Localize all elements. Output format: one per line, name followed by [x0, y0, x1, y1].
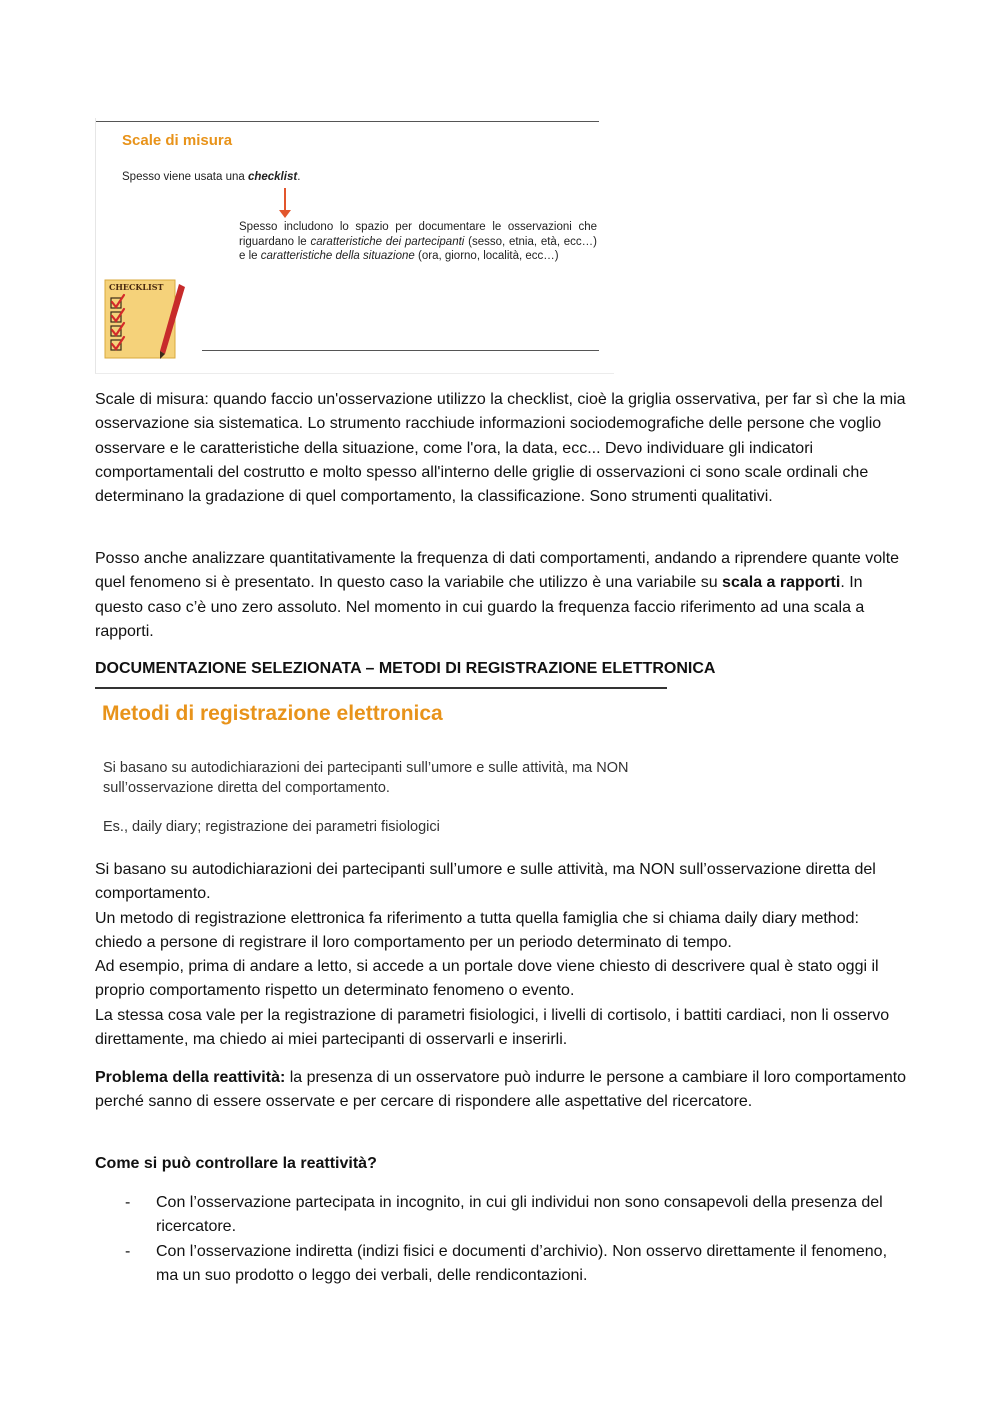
- slide-top-rule: [95, 687, 667, 689]
- paragraph-reattivita: [95, 1066, 907, 1115]
- slide-description: [239, 220, 597, 264]
- para-line: La stessa cosa vale per la registrazione di parametri fisiologici, i livelli di cortisolo, i battiti cardiaci, non li osservo direttamente, ma chiedo ai miei partecipanti di osservarli e inserirli.: [95, 1006, 890, 1049]
- dash-bullet: -: [125, 1242, 131, 1260]
- slide-lead: [122, 171, 300, 183]
- section-heading: DOCUMENTAZIONE SELEZIONATA – METODI DI REGISTRAZIONE ELETTRONICA: [95, 660, 716, 677]
- para-text: Posso anche analizzare quantitativamente la frequenza di dati comportamenti, andando a riprendere quante volte quel fenomeno si è presentato. In questo caso la variabile che utilizzo è una variabile su: [95, 550, 900, 592]
- arrowhead-icon: [279, 210, 291, 218]
- arrow-down-icon: [284, 188, 286, 212]
- list-item-text: Con l’osservazione indiretta (indizi fisici e documenti d’archivio). Non osservo direttamente il fenomeno, ma un suo prodotto o leggo dei verbali, delle rendicontazioni.: [156, 1242, 888, 1284]
- desc-italic: caratteristiche della situazione: [260, 250, 415, 262]
- lead-bold: checklist: [247, 171, 298, 183]
- desc-text: (sesso, etnia, età, ecc…) e le: [239, 235, 597, 262]
- para-bold: Problema della reattività:: [95, 1069, 286, 1086]
- paragraph-registrazione-elettronica: [95, 858, 907, 1052]
- question-heading: Come si può controllare la reattività?: [95, 1155, 377, 1172]
- para-line: Un metodo di registrazione elettronica fa riferimento a tutta quella famiglia che si chiama daily diary method: chiedo a persone di registrare il loro comportamento per un periodo determinato di tempo.: [95, 909, 859, 951]
- slide-example: Es., daily diary; registrazione dei parametri fisiologici: [103, 819, 440, 835]
- paragraph-scala-rapporti: [95, 547, 907, 644]
- slide-title: Scale di misura: [122, 132, 233, 149]
- para-line: Ad esempio, prima di andare a letto, si accede a un portale dove viene chiesto di descrivere qual è stato oggi il proprio comportamento rispetto un determinato fenomeno o evento.: [95, 958, 879, 1000]
- slide-text: Si basano su autodichiarazioni dei partecipanti sull’umore e sulle attività, ma NON sull’osservazione diretta del comportamento.: [103, 760, 629, 796]
- checklist-clipboard-icon: [103, 278, 187, 360]
- slide-scale-di-misura: [95, 118, 614, 374]
- slide-title: Metodi di registrazione elettronica: [102, 702, 443, 725]
- control-methods-list: [95, 1191, 907, 1288]
- slide-metodi-registrazione: [95, 686, 670, 844]
- list-item-text: Con l’osservazione partecipata in incognito, in cui gli individui non sono consapevoli della presenza del ricercatore.: [156, 1194, 883, 1236]
- para-line: Si basano su autodichiarazioni dei partecipanti sull’umore e sulle attività, ma NON sull’osservazione diretta del comportamento.: [95, 861, 876, 903]
- para-text: la presenza di un osservatore può indurre le persone a cambiare il loro comportamento perché sanno di essere osservate e per cercare di rispondere alle aspettative del ricercatore.: [95, 1069, 907, 1111]
- desc-text: (ora, giorno, località, ecc…): [414, 250, 559, 262]
- dash-bullet: -: [125, 1194, 131, 1211]
- slide-bottom-rule: [202, 350, 599, 351]
- lead-suffix: .: [297, 171, 301, 183]
- paragraph-scale-di-misura: Scale di misura: quando faccio un'osservazione utilizzo la checklist, cioè la griglia osservativa, per far sì che la mia osservazione sia sistematica. Lo strumento racchiude informazioni sociodemografiche delle persone che voglio osservare e le caratteristiche della situazione, come l'ora, la data, ecc... Devo individuare gli indicatori comportamentali del costrutto e molto spesso all'interno delle griglie di osservazioni ci sono scale ordinali che determinano la gradazione di quel comportamento, la classificazione. Sono strumenti qualitativi.: [95, 391, 906, 506]
- list-item: [95, 1240, 907, 1289]
- desc-text: Spesso includono lo spazio per documentare le osservazioni che riguardano le: [239, 221, 597, 248]
- desc-italic: caratteristiche dei partecipanti: [310, 235, 465, 248]
- para-text: . In questo caso c’è uno zero assoluto. Nel momento in cui guardo la frequenza faccio riferimento ad una scala a rapporti.: [95, 574, 865, 640]
- clipboard-label: CHECKLIST: [109, 282, 164, 292]
- slide-top-rule: [96, 121, 599, 122]
- lead-text: Spesso viene usata una: [122, 171, 248, 183]
- para-bold: scala a rapporti: [722, 574, 841, 592]
- list-item: [95, 1191, 907, 1240]
